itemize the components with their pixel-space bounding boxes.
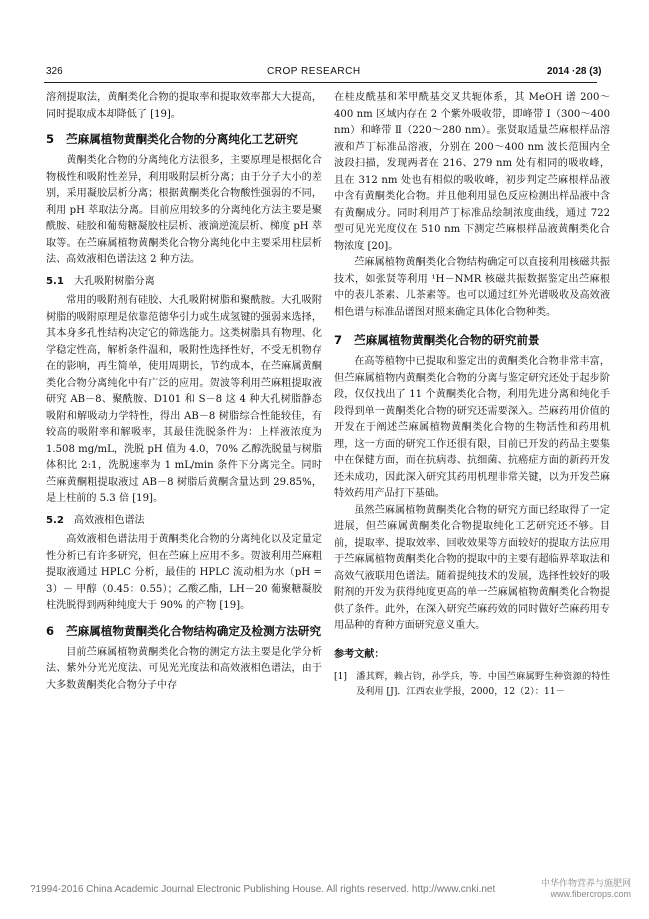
section-5-heading	[46, 130, 322, 148]
section-5-2-title: 高效液相色谱法	[74, 514, 145, 526]
header-rule	[44, 82, 597, 83]
right-column	[334, 90, 610, 699]
section-5-paragraph: 黄酮类化合物的分离纯化方法很多，主要原理是根据化合物极性和吸附性差异，利用吸附层析分离；由于分子大小的差别，采用凝胶层析分离；根据黄酮类化合物酸性强弱的不同，利用 pH 萃取法分离。目前应用较多的分离纯化方法主要是聚酰胺、硅胶和葡萄糖凝胶柱层析、液滴逆流层析、梯度 pH 萃取等。在苎麻属植物黄酮类化合物分离纯化中主要采用柱层析法、高效液相色谱法这 2 种方法。	[46, 155, 322, 265]
section-5-1-title: 大孔吸附树脂分离	[74, 275, 155, 287]
issue-label: 2014 ·28 (3)	[547, 66, 602, 77]
page-number: 326	[46, 66, 63, 77]
copyright-notice: ?1994-2016 China Academic Journal Electronic Publishing House. All rights reserved. http://www.cnki.net	[30, 884, 496, 895]
section-7-heading	[334, 331, 610, 349]
continued-paragraph: 在桂皮酰基和苯甲酰基交叉共轭体系，其 MeOH 谱 200～400 nm 区域内存在 2 个紫外吸收带，即峰带 Ⅰ（300～400 nm）和峰带 Ⅱ（220～280 nm）。张贤取适量苎麻根样品溶液和芦丁标准品溶液，分别在 200～400 nm 波长范围内全波段扫描，发现两者在 216、279 nm 处有相同的吸收峰，且在 312 nm 处也有相似的吸收峰，初步判定苎麻根样品液中含有黄酮类化合物。并且他利用显色反应检测出样品液中含有黄酮成分。同时利用芦丁标准品绘制浓度曲线，通过 722 型可见光光度仪在 510 nm 下测定苎麻根样品液黄酮类化合物浓度 [20]。	[334, 92, 610, 252]
nmr-paragraph: 苎麻属植物黄酮类化合物结构确定可以直接利用核磁共振技术，如张贤等利用 ¹H－NMR 核磁共振数据鉴定出苎麻根中的表儿茶素、儿茶素等。也可以通过红外光谱吸收及高效液相色谱与标准品谱图对照来确定具体化合物种类。	[334, 257, 610, 318]
section-7-paragraph-1: 在高等植物中已提取和鉴定出的黄酮类化合物非常丰富，但苎麻属植物内黄酮类化合物的分离与鉴定研究还处于起步阶段，仅仅找出了 11 个黄酮类化合物，利用先进分离和纯化手段得到单一黄酮类化合物的研究还需要深入。苎麻药用价值的开发在于阐述苎麻属植物黄酮类化合物的生物活性和药用机理，这一方面的研究工作还很有限，目前已开发的药品主要集中在保健方面，而在抗病毒、抗细菌、抗癌症方面的新药开发还未成功，因此深入研究其药用机理非常关键，以为开发苎麻特效药用产品打下基础。	[334, 356, 610, 499]
reference-1-number: [1]	[334, 671, 348, 682]
section-5-1-paragraph: 常用的吸附剂有硅胶、大孔吸附树脂和聚酰胺。大孔吸附树脂的吸附原理是依靠范德华引力或生成氢键的强弱来选择，其本身多孔性结构决定它的筛选能力。这类树脂具有物理、化学稳定性高，解析条件温和，吸附性选择性好，不受无机物存在的影响，再生简单，使用周期长，节约成本，在苎麻属黄酮类化合物分离纯化中有广泛的应用。贺波等利用苎麻粗提取液研究 AB－8、聚酰胺、D101 和 S－8 这 4 种大孔树脂静态吸附和解吸动力学特性，得出 AB－8 树脂综合性能较佳，有较高的吸附率和解吸率，其最佳洗脱条件为：上样液浓度为 1.508 mg/mL，洗脱 pH 值为 4.0，70% 乙醇洗脱量与树脂体积比 2:1，洗脱速率为 1 mL/min 条件下分离完全。同时苎麻黄酮粗提取液过 AB－8 树脂后黄酮含量达到 29.85%，是上柱前的 5.3 倍 [19]。	[46, 295, 322, 504]
reference-1-text: 潘其辉，赖占钧，孙学兵，等．中国苎麻属野生种资源的特性及利用 [J]．江西农业学报，2000，12（2）：11－	[356, 671, 610, 697]
section-7-number: 7	[334, 333, 343, 347]
footer	[30, 878, 631, 902]
journal-name: CROP RESEARCH	[267, 66, 361, 77]
references-heading: 参考文献：	[334, 648, 385, 660]
section-6-heading	[46, 622, 322, 640]
section-6-number: 6	[46, 623, 55, 638]
reference-1	[334, 669, 610, 699]
section-5-2-number: 5.2	[46, 514, 64, 526]
section-5-number: 5	[46, 132, 55, 146]
section-5-2-heading	[46, 513, 322, 530]
section-7-paragraph-2: 虽然苎麻属植物黄酮类化合物的研究方面已经取得了一定进展，但苎麻属黄酮类化合物提取纯化工艺研究还不够。目前，提取率、提取效率、回收效果等方面较好的提取方法应用于苎麻属植物黄酮类化合物的提取中的主要有超临界萃取法和高效气液联用色谱法。随着提纯技术的发展，选择性较好的吸附剂的开发为获得纯度更高的单一苎麻属植物黄酮类化合物提供了条件。此外，在深入研究苎麻药效的同时做好苎麻药用专用品种的育种方面研究意义重大。	[334, 504, 610, 631]
section-5-title: 苎麻属植物黄酮类化合物的分离纯化工艺研究	[66, 132, 298, 146]
section-7-title: 苎麻属植物黄酮类化合物的研究前景	[354, 333, 540, 347]
section-6-paragraph: 目前苎麻属植物黄酮类化合物的测定方法主要是化学分析法、紫外分光光度法、可见光光度法和高效液相色谱法，由于大多数黄酮类化合物分子中存	[46, 646, 322, 691]
section-5-1-number: 5.1	[46, 275, 64, 287]
section-5-2-paragraph: 高效液相色谱法用于黄酮类化合物的分离纯化以及定量定性分析已有许多研究，但在苎麻上应用不多。贺波利用苎麻粗提取液通过 HPLC 分析，最佳的 HPLC 流动相为水（pH = 3）－ 甲醇（0.45：0.55）；乙酸乙酯，LH－20 葡聚糖凝胶柱洗脱得到两种纯度大于 90% 的产物 [19]。	[46, 534, 322, 611]
left-column	[46, 90, 322, 694]
intro-paragraph: 溶剂提取法，黄酮类化合物的提取率和提取效率都大大提高，同时提取成本却降低了 [19]。	[46, 92, 322, 120]
section-5-1-heading	[46, 274, 322, 291]
watermark	[541, 878, 631, 900]
watermark-url: www.fibercrops.com	[550, 889, 631, 899]
watermark-chinese: 中华作物营养与施肥网	[540, 878, 631, 888]
section-6-title: 苎麻属植物黄酮类化合物结构确定及检测方法研究	[66, 623, 322, 638]
